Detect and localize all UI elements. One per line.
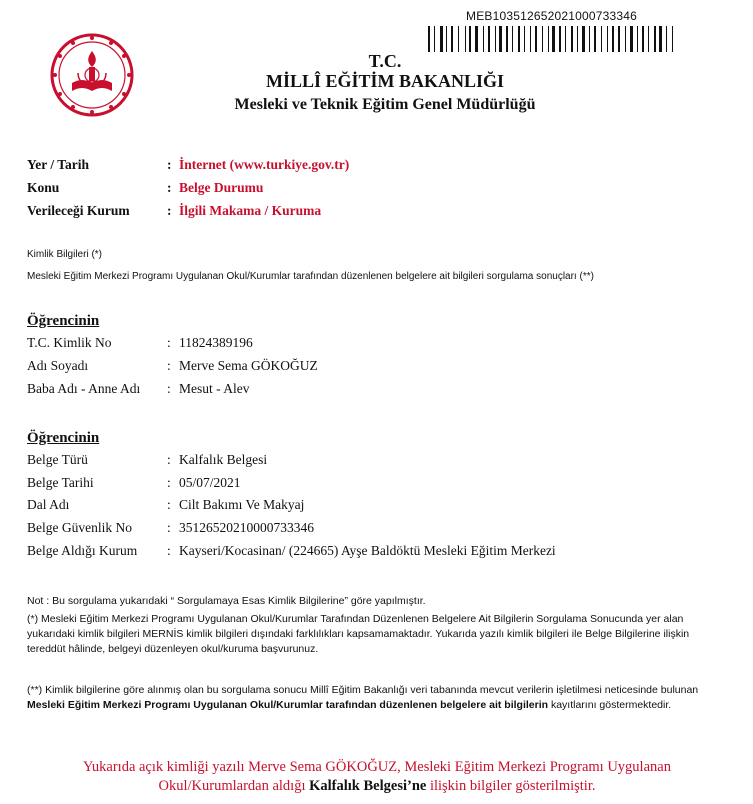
meta-colon: :: [167, 203, 172, 218]
barcode-bar: [616, 26, 617, 52]
barcode-bar: [473, 26, 474, 52]
row-value: Merve Sema GÖKOĞUZ: [179, 358, 318, 373]
row-colon: :: [167, 452, 171, 467]
barcode-bar: [601, 26, 602, 52]
barcode-bar: [664, 26, 665, 52]
barcode-bar: [565, 26, 566, 52]
barcode-bar: [475, 26, 478, 52]
row-value: 35126520210000733346: [179, 520, 314, 535]
barcode-bar: [574, 26, 575, 52]
meta-value: İnternet (www.turkiye.gov.tr): [179, 157, 350, 172]
barcode-bar: [587, 26, 588, 52]
meta-label: Yer / Tarih: [27, 157, 90, 172]
barcode-bar: [674, 26, 676, 52]
barcode-bar: [514, 26, 516, 52]
header-ministry: MİLLÎ EĞİTİM BAKANLIĞI: [265, 71, 505, 91]
barcode: [428, 26, 738, 52]
barcode-bar: [460, 26, 463, 52]
footnote-2: [27, 683, 707, 713]
row-label: T.C. Kimlik No: [27, 335, 112, 350]
barcode-bar: [612, 26, 614, 52]
barcode-bar: [535, 26, 537, 52]
barcode-bar: [506, 26, 508, 52]
barcode-bar: [488, 26, 490, 52]
header-directorate: Mesleki ve Teknik Eğitim Genel Müdürlüğü: [234, 96, 536, 113]
barcode-bar: [650, 26, 652, 52]
barcode-bar: [591, 26, 592, 52]
final-bold: Kalfalık Belgesi’ne: [309, 778, 427, 794]
meta-colon: :: [167, 157, 172, 172]
barcode-bar: [625, 26, 626, 52]
barcode-bar: [491, 26, 493, 52]
certificate-section-title: Öğrencinin: [27, 430, 100, 446]
row-label: Belge Aldığı Kurum: [27, 543, 138, 558]
row-colon: :: [167, 358, 171, 373]
barcode-bar: [526, 26, 529, 52]
student-section-title: Öğrencinin: [27, 313, 100, 329]
row-value: Cilt Bakımı Ve Makyaj: [179, 497, 305, 512]
barcode-bar: [603, 26, 606, 52]
barcode-bar: [571, 26, 573, 52]
row-label: Baba Adı - Anne Adı: [27, 381, 141, 396]
barcode-bar: [465, 26, 466, 52]
barcode-bar: [521, 26, 522, 52]
barcode-bar: [640, 26, 641, 52]
footnote-1: (*) Mesleki Eğitim Merkezi Programı Uygulanan Okul/Kurumlar Tarafından Düzenlenen Belgelere Ait Bilgilerin Sorgulama Sonucunda yer alan yukarıdaki kimlik bilgileri MERNİS kimlik bilgileri dışındaki farklılıkları kapsamamaktadır. Yukarıda yazılı kimlik bilgileri ile Belge Bilgilerine ilişkin tereddüt hâlinde, belgeyi düzenleyen okul/kuruma başvurunuz.: [27, 613, 690, 655]
footnote-2-bold: Mesleki Eğitim Merkezi Programı Uygulanan Okul/Kurumlar tarafından düzenlenen belgelere ait bilgilerin: [27, 699, 549, 711]
barcode-bar: [446, 26, 447, 52]
barcode-bar: [469, 26, 471, 52]
barcode-bar: [648, 26, 649, 52]
barcode-bar: [480, 26, 482, 52]
barcode-bar: [533, 26, 534, 52]
row-colon: :: [167, 543, 171, 558]
barcode-bar: [431, 26, 432, 52]
ministry-seal-icon: [50, 33, 134, 117]
barcode-bar: [458, 26, 459, 52]
barcode-bar: [524, 26, 525, 52]
barcode-bar: [672, 26, 673, 52]
final-part1: Yukarıda açık kimliği yazılı Merve Sema GÖKOĞUZ, Mesleki Eğitim Merkezi Programı Uygulanan Okul/Kurumlardan aldığı: [83, 759, 671, 794]
footnote-2-part2: kayıtlarını göstermektedir.: [548, 699, 672, 711]
final-part2: ilişkin bilgiler gösterilmiştir.: [426, 778, 596, 794]
final-statement: [27, 758, 727, 796]
header-tc: T.C.: [368, 51, 402, 71]
barcode-bar: [538, 26, 540, 52]
footnote-2-part1: (**) Kimlik bilgilerine göre alınmış olan bu sorgulama sonucu Millî Eğitim Bakanlığı veri tabanında mevcut verilerin işletilmesi neticesinde bulunan: [27, 684, 699, 696]
row-label: Adı Soyadı: [27, 358, 89, 373]
barcode-bar: [618, 26, 620, 52]
row-value: 11824389196: [179, 335, 253, 350]
barcode-bar: [542, 26, 543, 52]
barcode-bar: [518, 26, 520, 52]
meta-label: Konu: [27, 180, 60, 195]
barcode-bar: [455, 26, 457, 52]
barcode-bar: [557, 26, 558, 52]
barcode-bar: [485, 26, 486, 52]
barcode-bar: [444, 26, 445, 52]
barcode-bar: [589, 26, 590, 52]
barcode-bar: [642, 26, 644, 52]
barcode-bar: [654, 26, 656, 52]
row-label: Dal Adı: [27, 497, 70, 512]
barcode-bar: [552, 26, 555, 52]
row-colon: :: [167, 475, 171, 490]
row-label: Belge Güvenlik No: [27, 520, 132, 535]
barcode-bar: [621, 26, 623, 52]
row-colon: :: [167, 520, 171, 535]
barcode-bar: [550, 26, 551, 52]
barcode-bar: [563, 26, 564, 52]
barcode-bar: [504, 26, 505, 52]
barcode-bar: [594, 26, 596, 52]
meta-value: İlgili Makama / Kuruma: [179, 203, 322, 218]
barcode-bar: [607, 26, 608, 52]
barcode-bar: [610, 26, 611, 52]
row-label: Belge Türü: [27, 452, 88, 467]
barcode-bar: [657, 26, 658, 52]
barcode-bar: [499, 26, 502, 52]
barcode-bar: [467, 26, 468, 52]
row-colon: :: [167, 335, 171, 350]
barcode-bar: [579, 26, 581, 52]
row-value: Kayseri/Kocasinan/ (224665) Ayşe Baldöktü Mesleki Eğitim Merkezi: [179, 543, 556, 558]
barcode-bar: [440, 26, 443, 52]
barcode-bar: [559, 26, 561, 52]
barcode-bar: [669, 26, 671, 52]
barcode-bar: [512, 26, 513, 52]
barcode-bar: [646, 26, 647, 52]
row-label: Belge Tarihi: [27, 475, 94, 490]
barcode-bar: [637, 26, 638, 52]
barcode-bar: [544, 26, 546, 52]
barcode-bar: [577, 26, 578, 52]
intro-query-results: Mesleki Eğitim Merkezi Programı Uygulanan Okul/Kurumlar tarafından düzenlenen belgelere ait bilgileri sorgulama sonuçları (**): [27, 271, 594, 282]
barcode-bar: [497, 26, 498, 52]
barcode-bar: [428, 26, 430, 52]
barcode-bar: [483, 26, 484, 52]
row-value: Kalfalık Belgesi: [179, 452, 268, 467]
barcode-bar: [449, 26, 450, 52]
barcode-bar: [451, 26, 453, 52]
meta-label: Verileceği Kurum: [27, 203, 130, 218]
barcode-number: MEB103512652021000733346: [466, 9, 637, 23]
row-colon: :: [167, 381, 171, 396]
row-value: 05/07/2021: [179, 475, 241, 490]
note-text: Not : Bu sorgulama yukarıdaki “ Sorgulamaya Esas Kimlik Bilgilerine” göre yapılmıştır.: [27, 595, 426, 607]
row-value: Mesut - Alev: [179, 381, 250, 396]
barcode-bar: [436, 26, 438, 52]
intro-identity-info: Kimlik Bilgileri (*): [27, 249, 103, 260]
barcode-bar: [659, 26, 662, 52]
barcode-bar: [434, 26, 435, 52]
barcode-bar: [495, 26, 496, 52]
barcode-bar: [666, 26, 667, 52]
barcode-bar: [548, 26, 549, 52]
barcode-bar: [582, 26, 585, 52]
barcode-bar: [567, 26, 569, 52]
barcode-bar: [530, 26, 531, 52]
meta-colon: :: [167, 180, 172, 195]
barcode-bar: [630, 26, 633, 52]
barcode-bar: [597, 26, 599, 52]
meta-value: Belge Durumu: [179, 180, 264, 195]
row-colon: :: [167, 497, 171, 512]
barcode-bar: [634, 26, 636, 52]
barcode-bar: [627, 26, 628, 52]
barcode-bar: [510, 26, 511, 52]
